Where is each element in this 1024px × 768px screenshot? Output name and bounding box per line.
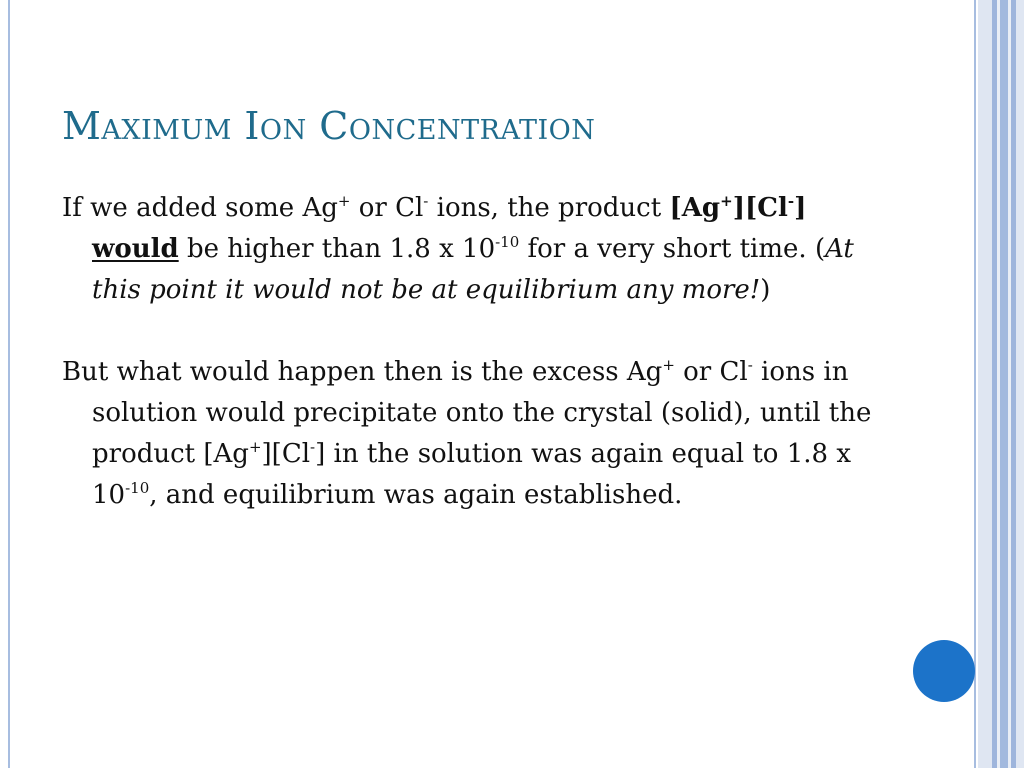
superscript: -10 xyxy=(495,233,520,251)
text: If we added some Ag xyxy=(62,193,338,223)
text: or Cl xyxy=(674,357,748,387)
italic-note: At this point it would not be at equilibrium any more! xyxy=(92,234,854,305)
right-decorative-stripes xyxy=(974,0,1024,768)
emphasis-would: would xyxy=(92,234,179,264)
text: or Cl xyxy=(350,193,424,223)
slide-title: Maximum Ion Concentration xyxy=(62,104,596,148)
stripe xyxy=(974,0,976,768)
text: ] xyxy=(794,193,807,223)
stripe xyxy=(978,0,992,768)
superscript: + xyxy=(662,356,675,374)
slide-body xyxy=(62,188,882,516)
superscript: - xyxy=(747,356,753,374)
paragraph-1 xyxy=(62,188,882,311)
bold-product-expression xyxy=(669,193,806,223)
text: ions, the product xyxy=(428,193,670,223)
superscript: + xyxy=(248,438,262,456)
superscript: - xyxy=(310,438,316,456)
text: ][Cl xyxy=(261,439,311,469)
superscript: - xyxy=(787,192,795,210)
text: ions in solution would precipitate onto the crystal (solid), until the product [Ag xyxy=(92,357,872,469)
text: ) xyxy=(760,275,771,305)
text: for a very short time. ( xyxy=(519,234,826,264)
text: , and equilibrium was again established. xyxy=(149,480,683,510)
text: But what would happen then is the excess Ag xyxy=(62,357,663,387)
superscript: + xyxy=(337,192,351,210)
superscript: -10 xyxy=(125,479,150,497)
paragraph-2 xyxy=(62,352,882,516)
text: ] in the solution was again equal to 1.8 x 10 xyxy=(92,439,852,510)
superscript: + xyxy=(720,192,733,210)
decorative-circle xyxy=(913,640,975,702)
stripe xyxy=(1016,0,1024,768)
text: ][Cl xyxy=(732,193,788,223)
left-border-line xyxy=(8,0,10,768)
text: be higher than 1.8 x 10 xyxy=(178,234,496,264)
stripe xyxy=(1000,0,1008,768)
text: [Ag xyxy=(669,193,721,223)
superscript: - xyxy=(423,192,429,210)
